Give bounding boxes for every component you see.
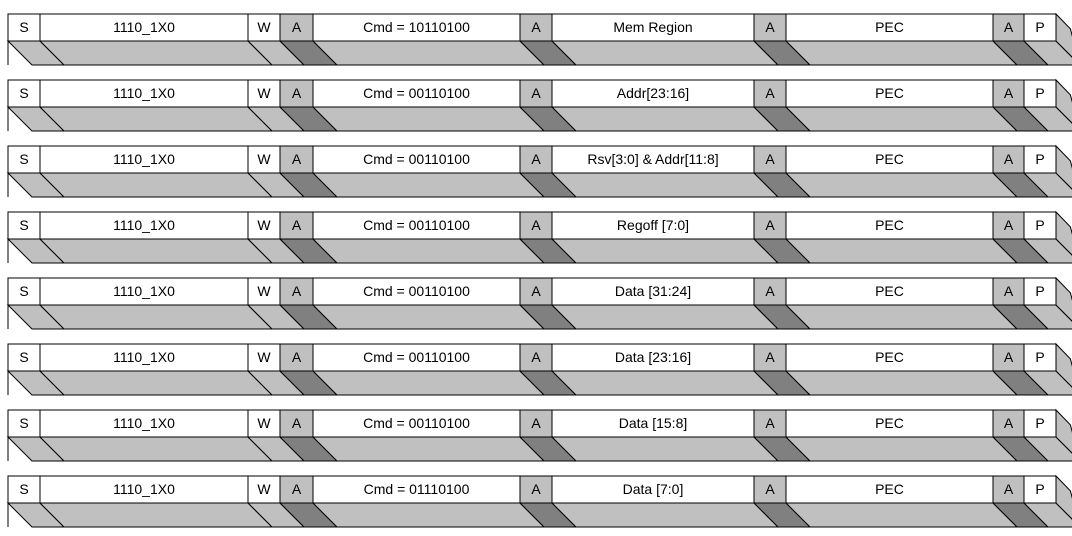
field-label-rw: W (257, 217, 271, 233)
field-shadow-face (40, 173, 272, 197)
field-label-rw: W (257, 151, 271, 167)
field-label-ack4: A (1003, 85, 1014, 101)
field-label-pec: PEC (875, 415, 904, 431)
field-label-ack2: A (531, 415, 541, 431)
field-label-ack1: A (291, 19, 302, 35)
field-shadow-face (40, 41, 272, 65)
field-label-stop: P (1035, 481, 1045, 497)
field-label-stop: P (1035, 85, 1045, 101)
field-label-data: Data [15:8] (618, 415, 688, 431)
field-shadow-face (40, 437, 272, 461)
field-shadow-face (786, 41, 1017, 65)
field-label-pec: PEC (875, 283, 904, 299)
field-label-address: 1110_1X0 (113, 19, 175, 35)
field-shadow-face (786, 239, 1017, 263)
field-shadow-face (40, 371, 272, 395)
field-label-command: Cmd = 01110100 (363, 481, 470, 497)
field-label-ack2: A (531, 349, 541, 365)
field-label-command: Cmd = 10110100 (363, 19, 470, 35)
field-label-ack1: A (291, 283, 302, 299)
field-label-ack2: A (531, 85, 541, 101)
field-label-command: Cmd = 00110100 (363, 85, 470, 101)
field-label-start: S (19, 151, 29, 167)
field-label-ack1: A (291, 349, 302, 365)
field-label-address: 1110_1X0 (113, 217, 175, 233)
field-label-address: 1110_1X0 (113, 283, 175, 299)
field-label-ack3: A (765, 217, 775, 233)
field-shadow-face (786, 503, 1017, 527)
field-label-address: 1110_1X0 (113, 349, 175, 365)
field-shadow-face (40, 503, 272, 527)
field-shadow-face (313, 41, 544, 65)
field-label-ack1: A (291, 217, 302, 233)
field-label-pec: PEC (875, 151, 904, 167)
field-shadow-face (313, 173, 544, 197)
field-label-ack3: A (765, 151, 775, 167)
transaction-row (8, 410, 1072, 461)
field-label-command: Cmd = 00110100 (363, 151, 470, 167)
field-label-rw: W (257, 19, 271, 35)
field-shadow-face (313, 503, 544, 527)
field-label-pec: PEC (875, 349, 904, 365)
field-label-ack3: A (765, 481, 775, 497)
field-label-ack1: A (291, 415, 302, 431)
field-label-data: Data [31:24] (614, 283, 692, 299)
field-shadow-face (313, 107, 544, 131)
field-label-rw: W (257, 481, 271, 497)
transaction-row (8, 278, 1072, 329)
field-shadow-face (552, 305, 778, 329)
field-label-ack2: A (531, 151, 541, 167)
field-label-ack4: A (1003, 151, 1014, 167)
field-label-start: S (19, 481, 29, 497)
field-label-start: S (19, 283, 29, 299)
field-shadow-face (552, 371, 778, 395)
field-label-ack2: A (531, 481, 541, 497)
field-label-data: Rsv[3:0] & Addr[11:8] (587, 151, 719, 167)
field-label-stop: P (1035, 349, 1045, 365)
field-shadow-face (786, 305, 1017, 329)
field-label-rw: W (257, 349, 271, 365)
transaction-row (8, 344, 1072, 395)
field-shadow-face (552, 173, 778, 197)
field-label-command: Cmd = 00110100 (363, 283, 470, 299)
field-label-start: S (19, 19, 29, 35)
field-shadow-face (786, 173, 1017, 197)
field-label-data: Addr[23:16] (616, 85, 690, 101)
field-shadow-face (313, 239, 544, 263)
field-shadow-face (313, 371, 544, 395)
field-label-ack2: A (531, 19, 541, 35)
field-label-ack3: A (765, 85, 775, 101)
field-label-stop: P (1035, 283, 1045, 299)
field-label-command: Cmd = 00110100 (363, 415, 470, 431)
field-label-data: Data [7:0] (622, 481, 684, 497)
field-label-stop: P (1035, 415, 1045, 431)
field-shadow-face (552, 437, 778, 461)
field-label-command: Cmd = 00110100 (363, 217, 470, 233)
field-label-start: S (19, 217, 29, 233)
field-label-ack4: A (1003, 415, 1014, 431)
transaction-row (8, 14, 1072, 65)
field-shadow-face (786, 437, 1017, 461)
field-label-ack1: A (291, 85, 302, 101)
field-shadow-face (786, 107, 1017, 131)
field-label-ack2: A (531, 217, 541, 233)
field-label-stop: P (1035, 151, 1045, 167)
field-label-rw: W (257, 85, 271, 101)
field-shadow-face (313, 305, 544, 329)
field-label-ack3: A (765, 349, 775, 365)
field-label-rw: W (257, 415, 271, 431)
field-label-ack4: A (1003, 283, 1014, 299)
field-label-address: 1110_1X0 (113, 85, 175, 101)
field-label-data: Regoff [7:0] (616, 217, 690, 233)
field-shadow-face (552, 41, 778, 65)
transaction-row (8, 212, 1072, 263)
field-label-address: 1110_1X0 (113, 481, 175, 497)
field-label-address: 1110_1X0 (113, 151, 175, 167)
transaction-row (8, 146, 1072, 197)
field-label-data: Data [23:16] (614, 349, 692, 365)
field-label-ack3: A (765, 283, 775, 299)
field-label-rw: W (257, 283, 271, 299)
field-label-address: 1110_1X0 (113, 415, 175, 431)
field-label-start: S (19, 349, 29, 365)
transaction-row (8, 80, 1072, 131)
field-shadow-face (786, 371, 1017, 395)
field-shadow-face (552, 107, 778, 131)
field-label-pec: PEC (875, 217, 904, 233)
field-label-ack1: A (291, 481, 302, 497)
field-label-start: S (19, 415, 29, 431)
transaction-row (8, 476, 1072, 527)
field-shadow-face (40, 305, 272, 329)
field-shadow-face (552, 503, 778, 527)
field-label-ack4: A (1003, 349, 1014, 365)
field-label-start: S (19, 85, 29, 101)
field-label-ack4: A (1003, 19, 1014, 35)
field-shadow-face (40, 239, 272, 263)
field-label-pec: PEC (875, 481, 904, 497)
field-label-ack1: A (291, 151, 302, 167)
field-shadow-face (313, 437, 544, 461)
field-label-ack4: A (1003, 217, 1014, 233)
field-label-stop: P (1035, 19, 1045, 35)
field-label-ack2: A (531, 283, 541, 299)
field-label-ack3: A (765, 19, 775, 35)
field-label-pec: PEC (875, 19, 904, 35)
field-label-ack4: A (1003, 481, 1014, 497)
field-shadow-face (40, 107, 272, 131)
field-label-pec: PEC (875, 85, 904, 101)
field-label-data: Mem Region (613, 19, 693, 35)
field-label-stop: P (1035, 217, 1045, 233)
field-label-ack3: A (765, 415, 775, 431)
field-shadow-face (552, 239, 778, 263)
field-label-command: Cmd = 00110100 (363, 349, 470, 365)
